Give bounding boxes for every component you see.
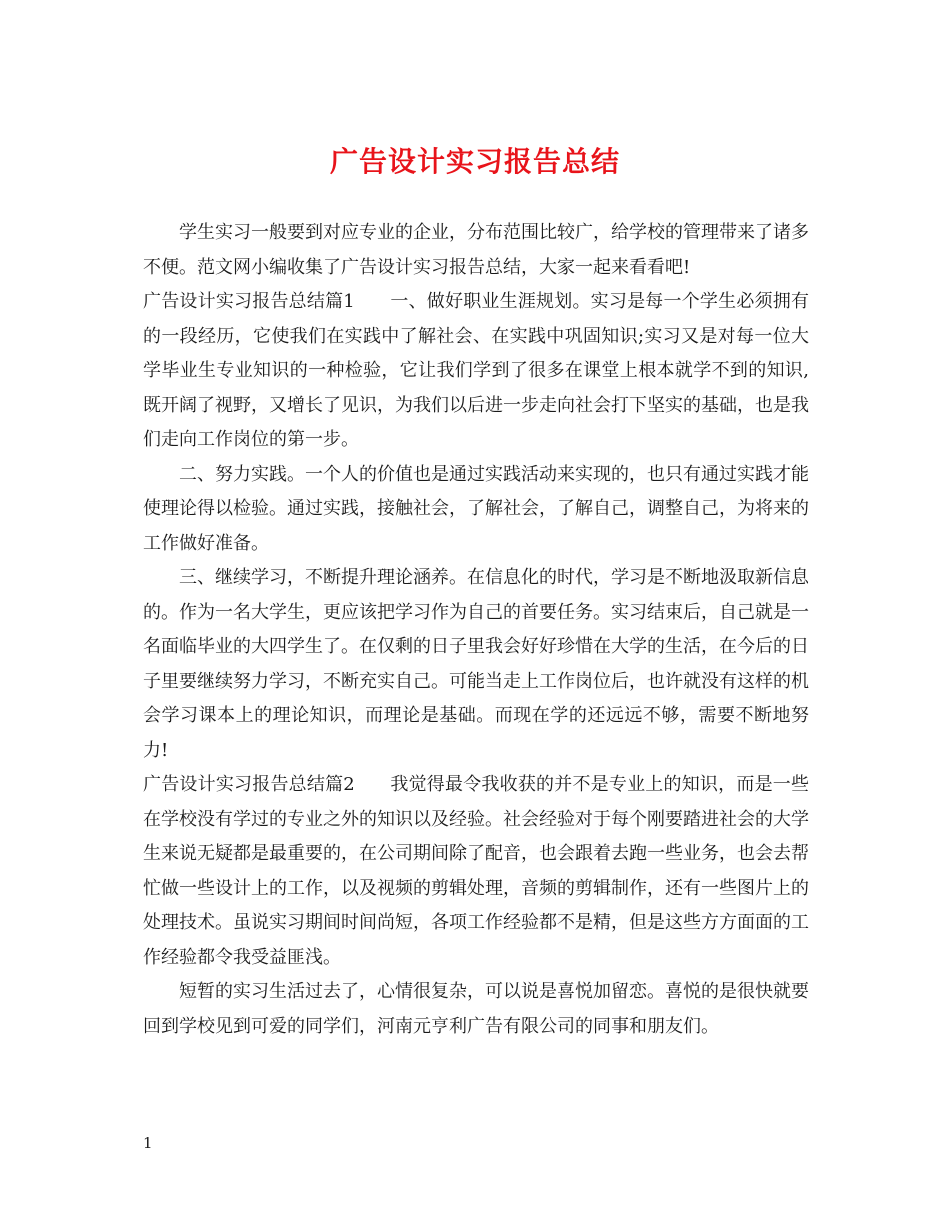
section-heading: 广告设计实习报告总结篇1 [143,291,355,312]
paragraph-text: 学生实习一般要到对应专业的企业，分布范围比较广，给学校的管理带来了诸多不便。范文网小编收集了广告设计实习报告总结，大家一起来看看吧! [143,222,809,278]
paragraph-intro [143,216,809,285]
paragraph-text: 二、努力实践。一个人的价值也是通过实践活动来实现的，也只有通过实践才能使理论得以检验。通过实践，接触社会，了解社会，了解自己，调整自己，为将来的工作做好准备。 [143,463,809,554]
paragraph-learning [143,561,809,768]
paragraph-closing [143,975,809,1044]
paragraph-section-2 [143,768,809,975]
document-title: 广告设计实习报告总结 [329,145,620,178]
paragraph-section-1 [143,285,809,458]
paragraph-text: 三、继续学习，不断提升理论涵养。在信息化的时代，学习是不断地汲取新信息的。作为一名大学生，更应该把学习作为自己的首要任务。实习结束后，自己就是一名面临毕业的大四学生了。在仅剩的日子里我会好好珍惜在大学的生活，在今后的日子里要继续努力学习，不断充实自己。可能当走上工作岗位后，也许就没有这样的机会学习课本上的理论知识，而理论是基础。而现在学的还远远不够，需要不断地努力! [143,567,809,761]
paragraph-text: 短暂的实习生活过去了，心情很复杂，可以说是喜悦加留恋。喜悦的是很快就要回到学校见到可爱的同学们，河南元亨利广告有限公司的同事和朋友们。 [143,981,809,1037]
paragraph-text: 一、做好职业生涯规划。实习是每一个学生必须拥有的一段经历，它使我们在实践中了解社会、在实践中巩固知识;实习又是对每一位大学毕业生专业知识的一种检验，它让我们学到了很多在课堂上根本就学不到的知识,既开阔了视野，又增长了见识，为我们以后进一步走向社会打下坚实的基础，也是我们走向工作岗位的第一步。 [143,291,809,450]
document-body [143,216,809,1044]
section-heading: 广告设计实习报告总结篇2 [143,774,355,795]
paragraph-text: 我觉得最令我收获的并不是专业上的知识，而是一些在学校没有学过的专业之外的知识以及经验。社会经验对于每个刚要踏进社会的大学生来说无疑都是最重要的，在公司期间除了配音，也会跟着去跑一些业务，也会去帮忙做一些设计上的工作，以及视频的剪辑处理，音频的剪辑制作，还有一些图片上的处理技术。虽说实习期间时间尚短，各项工作经验都不是精，但是这些方方面面的工作经验都令我受益匪浅。 [143,774,809,968]
paragraph-practice [143,458,809,562]
page-number: 1 [143,1134,153,1152]
